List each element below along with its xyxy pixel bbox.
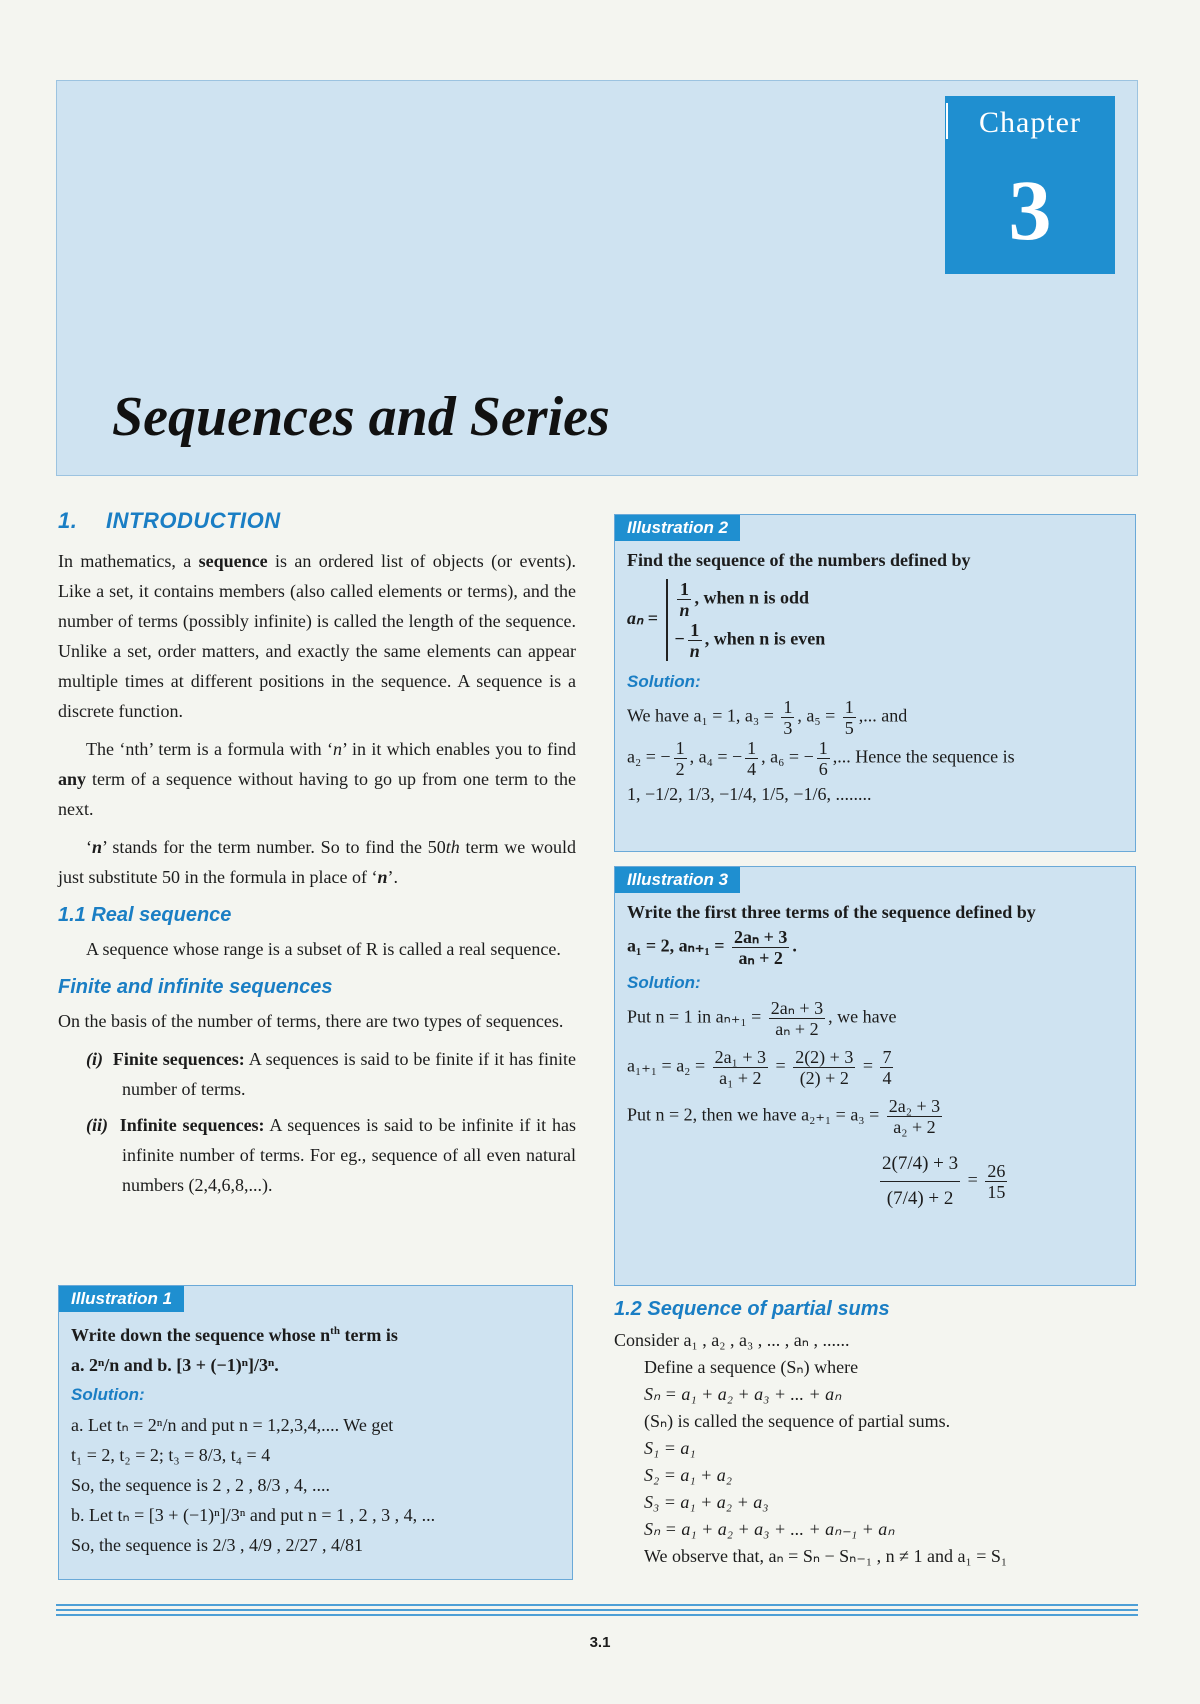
- chapter-label: Chapter: [979, 106, 1081, 139]
- section-number: 1.: [58, 508, 78, 533]
- formula-line: Sₙ = a₁ + a₂ + a₃ + ... + aₙ₋₁ + aₙ: [644, 1519, 895, 1539]
- solution-line: Put n = 2, then we have a₂₊₁ = a₃ = $\frac{\text{2a₂ + 3}}{\text{a₂ + 2}}$: [627, 1096, 941, 1137]
- page-number: 3.1: [589, 1634, 611, 1651]
- illustration-1-question-line-1: Write down the sequence whose $n^{th}$ term is: [71, 1325, 398, 1345]
- solution-line: So, the sequence is 2 , 2 , 8/3 , 4, ....: [71, 1475, 330, 1495]
- illustration-tag: Illustration 3: [615, 867, 740, 893]
- subsection-heading-real-sequence: 1.1 Real sequence: [58, 904, 232, 926]
- solution-line: b. Let tₙ = [3 + (−1)ⁿ]/3ⁿ and put n = 1 , 2 , 3 , 4, ...: [71, 1505, 436, 1525]
- solution-line: Put n = 1 in aₙ₊₁ = $\frac{\text{2aₙ + 3}}{\text{aₙ + 2}}$ , we have: [627, 998, 897, 1039]
- illustration-3-question-line-1: Write the first three terms of the sequence defined by: [627, 902, 1036, 922]
- solution-label: Solution:: [627, 672, 701, 691]
- solution-label: Solution:: [627, 973, 701, 992]
- chapter-number: 3: [1008, 162, 1052, 258]
- list-item-finite: (i) Finite sequences: A sequences is said to be finite if it has finite number of terms.: [86, 1049, 577, 1099]
- formula-line: S₁ = a₁: [644, 1438, 696, 1458]
- formula-line: S₃ = a₁ + a₂ + a₃: [644, 1492, 769, 1512]
- illustration-2-box: [614, 514, 1136, 852]
- illustration-1-question-line-2: a. 2ⁿ/n and b. [3 + (−1)ⁿ]/3ⁿ.: [71, 1355, 279, 1375]
- list-item-infinite: (ii) Infinite sequences: A sequences is said to be infinite if it has infinite number of terms. For eg., sequence of all even natural numbers (2,4,6,8,...).: [86, 1115, 577, 1195]
- solution-line: a₁₊₁ = a₂ = $\frac{\text{2a₁ + 3}}{\text{a₁ + 2}}$ = $\frac{2(2) + 3}{(2) + 2}$ = $\frac{7}{4}$: [627, 1047, 892, 1088]
- illustration-3-box: [614, 866, 1136, 1286]
- intro-paragraph-3: ‘n’ stands for the term number. So to find the 50th term we would just substitute 50 in the formula in place of ‘n’.: [58, 837, 576, 887]
- solution-label: Solution:: [71, 1385, 145, 1404]
- solution-line: a. Let tₙ = 2ⁿ/n and put n = 1,2,3,4,.... We get: [71, 1415, 394, 1435]
- text-line: We observe that, aₙ = Sₙ − Sₙ₋₁ , n ≠ 1 and a₁ = S₁: [644, 1546, 1008, 1566]
- solution-line: t₁ = 2, t₂ = 2; t₃ = 8/3, t₄ = 4: [71, 1445, 271, 1465]
- solution-line: 1, −1/2, 1/3, −1/4, 1/5, −1/6, ........: [627, 784, 872, 804]
- illustration-1-box: [58, 1285, 573, 1580]
- section-title: INTRODUCTION: [106, 508, 281, 533]
- finite-infinite-text: On the basis of the number of terms, there are two types of sequences.: [58, 1011, 564, 1031]
- solution-line: $\frac{2(7/4) + 3}{(7/4) + 2}$ = $\frac{26}{15}$: [627, 1147, 1123, 1216]
- text-line: Define a sequence (Sₙ) where: [644, 1357, 859, 1377]
- formula-line: Sₙ = a₁ + a₂ + a₃ + ... + aₙ: [644, 1384, 842, 1404]
- subsection-heading-partial-sums: 1.2 Sequence of partial sums: [614, 1298, 890, 1320]
- illustration-tag: Illustration 1: [59, 1286, 184, 1312]
- formula-line: S₂ = a₁ + a₂: [644, 1465, 733, 1485]
- solution-line: We have a₁ = 1, a₃ = $\frac{1}{3}$ , a₅ = $\frac{1}{5}$ ,... and: [627, 697, 908, 738]
- text-line: Consider a₁ , a₂ , a₃ , ... , aₙ , ......: [614, 1330, 850, 1350]
- solution-line: a₂ = − $\frac{1}{2}$ , a₄ = − $\frac{1}{4}$ , a₆ = − $\frac{1}{6}$ ,... Hence the sequence is: [627, 738, 1015, 779]
- solution-line: So, the sequence is 2/3 , 4/9 , 2/27 , 4/81: [71, 1535, 363, 1555]
- intro-paragraph-2: The ‘nth’ term is a formula with ‘n’ in it which enables you to find any term of a sequence without having to go up from one term to the next.: [58, 739, 576, 819]
- chapter-title: Sequences and Series: [112, 386, 610, 448]
- chapter-bar-decoration: [946, 103, 948, 139]
- illustration-2-question: Find the sequence of the numbers defined by: [627, 550, 971, 570]
- chapter-badge: [945, 96, 1115, 274]
- left-column: [58, 506, 576, 1206]
- piecewise-definition: aₙ = $\frac{1}{n}$ , when n is odd − $\frac{1}{n}$ , when n is even: [627, 579, 826, 661]
- footer-rule: [56, 1604, 1138, 1619]
- text-line: (Sₙ) is called the sequence of partial sums.: [644, 1411, 951, 1431]
- intro-paragraph-1: In mathematics, a sequence is an ordered list of objects (or events). Like a set, it contains members (also called elements or terms), and the number of terms (possibly infinite) is called the length of the sequence. Unlike a set, order matters, and exactly the same elements can appear multiple times at different positions in the sequence. A sequence is a discrete function.: [58, 551, 576, 721]
- cases-brace: $\frac{1}{n}$ , when n is odd − $\frac{1}{n}$ , when n is even: [666, 579, 825, 661]
- illustration-tag: Illustration 2: [615, 515, 740, 541]
- illustration-3-question-line-2: a₁ = 2, aₙ₊₁ = $\frac{\text{2aₙ + 3}}{\text{aₙ + 2}}$ .: [627, 927, 797, 968]
- real-sequence-text: A sequence whose range is a subset of R is called a real sequence.: [86, 939, 561, 959]
- subsection-heading-finite-infinite: Finite and infinite sequences: [58, 976, 333, 998]
- partial-sums-section: [614, 1296, 1136, 1570]
- section-heading-introduction: [58, 506, 576, 536]
